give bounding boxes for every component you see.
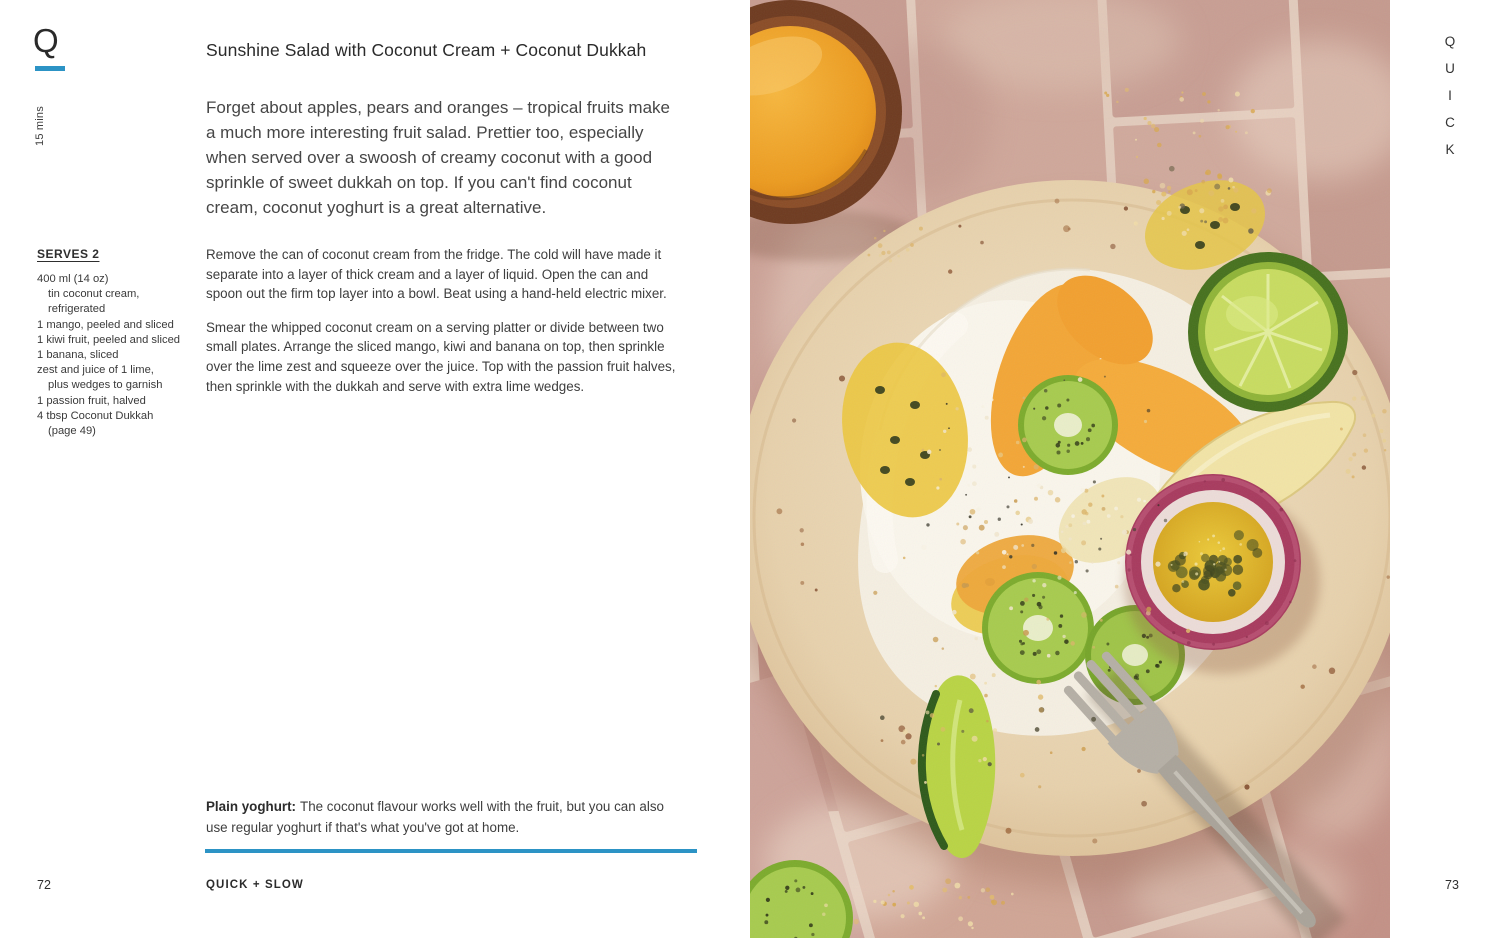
recipe-intro: Forget about apples, pears and oranges – tropical fruits make a much more interesting fruit salad. Prettier too, especially when served over a swoosh of creamy coconut with a good sprinkle of sweet dukkah on top. If you can't find coconut cream, coconut yoghurt is a great alternative. [206,98,670,217]
note-label: Plain yoghurt: [206,799,297,814]
recipe-title: Sunshine Salad with Coconut Cream + Coconut Dukkah [206,40,647,60]
ingredient-line: 1 banana, sliced [37,349,119,362]
ingredient-line: 1 mango, peeled and sliced [37,318,174,331]
book-title-footer: QUICK + SLOW [206,879,304,891]
chapter-letter: C [1445,115,1455,130]
chapter-vertical-label [1441,28,1459,163]
chapter-letter: Q [1444,34,1456,49]
serves-label: SERVES 2 [37,247,100,261]
ingredient-line: plus wedges to garnish [48,379,163,392]
prep-time-label: 15 mins [34,106,46,146]
section-letter: Q [33,22,59,59]
ingredient-line: 1 passion fruit, halved [37,394,146,407]
ingredient-line: zest and juice of 1 lime, [37,364,154,377]
note-text: The coconut flavour works well with the fruit, but you can also use regular yoghurt if that's what you've got at home. [206,799,664,835]
method-paragraph: Remove the can of coconut cream from the fridge. The cold will have made it separate into a layer of thick cream and a layer of liquid. Open the can and spoon out the firm top layer into a bowl. Beat using a hand-held electric mixer. [206,247,667,302]
photo-grain [750,0,1390,938]
ingredients-list [37,272,207,439]
ingredient-line: 400 ml (14 oz) [37,273,109,285]
page-number-right: 73 [1445,878,1459,892]
method-paragraph: Smear the whipped coconut cream on a serving platter or divide between two small plates. Arrange the sliced mango, kiwi and banana on top, then sprinkle over the lime zest and squeeze over the juice. Top with the passion fruit halves, then sprinkle with the dukkah and serve with extra lime wedges. [206,319,676,394]
ingredient-line: refrigerated [48,303,106,316]
chapter-letter: I [1448,88,1452,103]
ingredient-line: (page 49) [48,425,96,438]
ingredient-line: 1 kiwi fruit, peeled and sliced [37,333,181,346]
page-number-left: 72 [37,878,51,892]
chapter-letter: U [1445,61,1455,76]
chapter-letter: K [1445,142,1455,157]
footer-accent-rule [205,849,697,853]
ingredient-line: tin coconut cream, [48,288,140,301]
recipe-note [206,797,680,838]
ingredient-line: 4 tbsp Coconut Dukkah [37,409,154,422]
section-accent-bar [35,66,65,71]
recipe-photo [750,0,1390,938]
method-steps [206,245,676,410]
